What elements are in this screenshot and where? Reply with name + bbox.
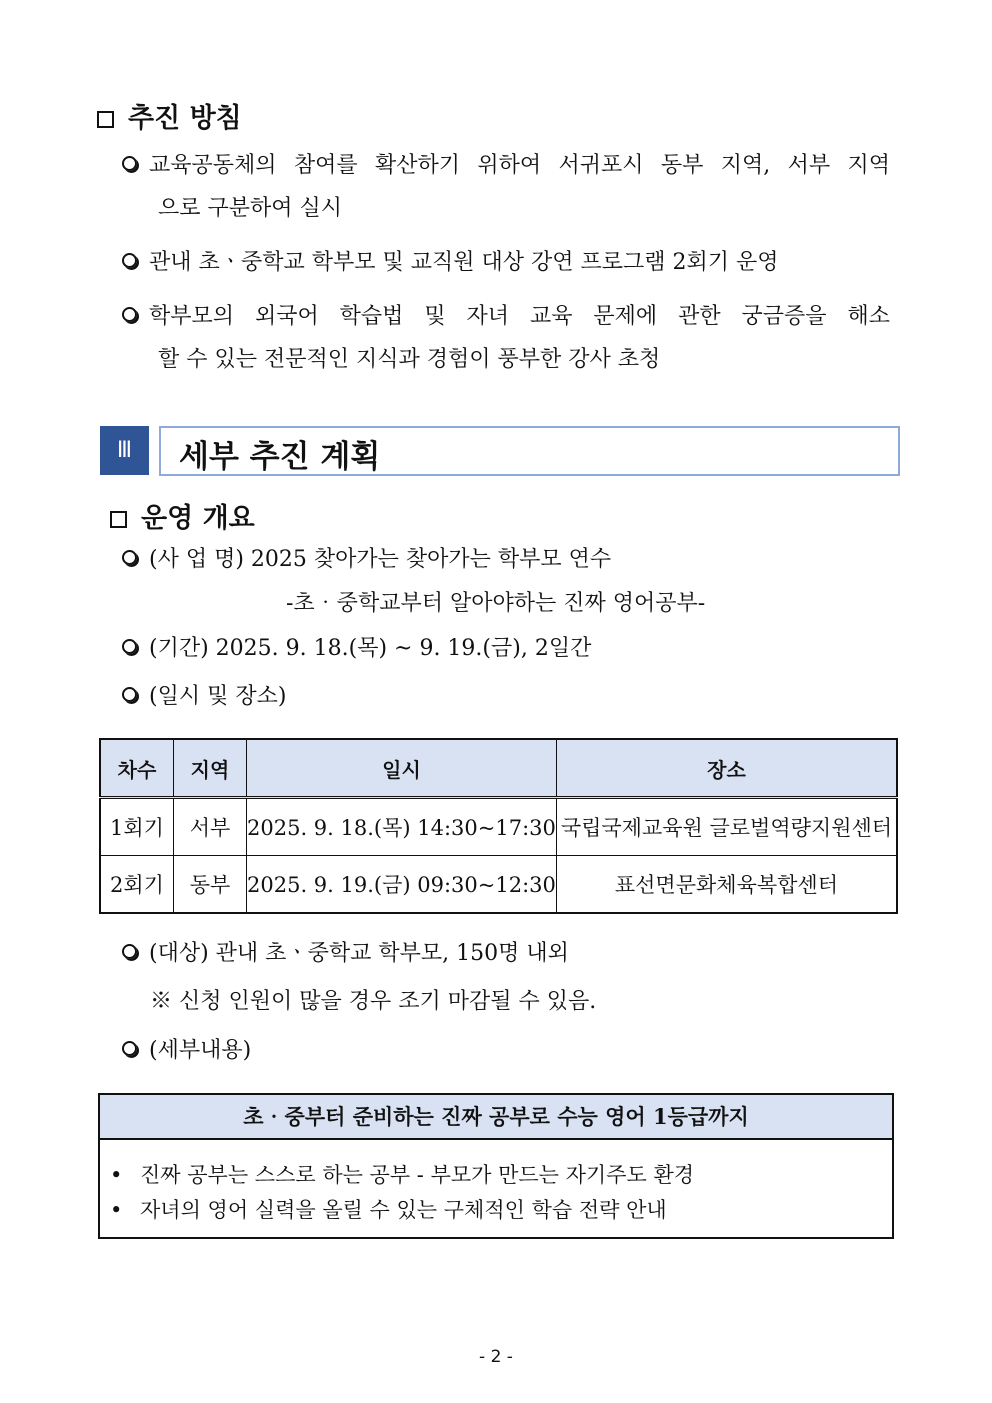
cell-venue: 표선면문화체육복합센터 (556, 856, 897, 914)
section-heading-overview: 운영 개요 (110, 496, 255, 535)
schedule-label: (일시 및 장소) (122, 675, 286, 719)
project-name-line: (사 업 명) 2025 찾아가는 찾아가는 학부모 연수 (122, 538, 611, 582)
cell-region: 서부 (174, 798, 247, 856)
circle-bullet-icon (122, 944, 137, 959)
policy-item-3: 학부모의 외국어 학습법 및 자녀 교육 문제에 관한 궁금증을 해소 (122, 295, 890, 339)
content-box-title: 초‧중부터 준비하는 진짜 공부로 수능 영어 1등급까지 (100, 1095, 892, 1140)
target-line: (대상) 관내 초ㆍ중학교 학부모, 150명 내외 (122, 932, 569, 976)
content-label: (세부내용) (122, 1029, 251, 1073)
content-box (98, 1093, 894, 1239)
circle-bullet-icon (122, 156, 137, 171)
project-subtitle: -초‧중학교부터 알아야하는 진짜 영어공부- (286, 591, 706, 616)
circle-bullet-icon (122, 687, 137, 702)
policy-item-1-cont: 으로 구분하여 실시 (158, 196, 343, 221)
bullet-dot-icon: • (110, 1198, 123, 1222)
cell-session: 1회기 (100, 798, 174, 856)
cell-datetime: 2025. 9. 18.(목) 14:30~17:30 (247, 798, 557, 856)
circle-bullet-icon (122, 307, 137, 322)
square-bullet-icon (110, 511, 127, 528)
header-datetime: 일시 (247, 739, 557, 798)
section-heading-policy: 추진 방침 (97, 96, 242, 135)
bullet-dot-icon: • (110, 1163, 123, 1187)
cell-session: 2회기 (100, 856, 174, 914)
period-line: (기간) 2025. 9. 18.(목) ~ 9. 19.(금), 2일간 (122, 627, 591, 671)
list-item: • 자녀의 영어 실력을 올릴 수 있는 구체적인 학습 전략 안내 (110, 1198, 667, 1222)
policy-item-3-cont: 할 수 있는 전문적인 지식과 경험이 풍부한 강사 초청 (158, 347, 661, 372)
circle-bullet-icon (122, 253, 137, 268)
header-session: 차수 (100, 739, 174, 798)
list-item: • 진짜 공부는 스스로 하는 공부 - 부모가 만드는 자기주도 환경 (110, 1163, 695, 1187)
header-region: 지역 (174, 739, 247, 798)
circle-bullet-icon (122, 1041, 137, 1056)
schedule-table (99, 738, 898, 914)
table-row (100, 856, 897, 914)
target-note: ※ 신청 인원이 많을 경우 조기 마감될 수 있음. (150, 989, 597, 1014)
square-bullet-icon (97, 111, 114, 128)
circle-bullet-icon (122, 639, 137, 654)
chapter-title-box (159, 426, 900, 476)
header-venue: 장소 (556, 739, 897, 798)
table-row (100, 798, 897, 856)
chapter-title: 세부 추진 계획 (179, 439, 381, 475)
cell-region: 동부 (174, 856, 247, 914)
circle-bullet-icon (122, 550, 137, 565)
table-header-row (100, 739, 897, 798)
chapter-numeral: Ⅲ (100, 426, 149, 475)
policy-item-1: 교육공동체의 참여를 확산하기 위하여 서귀포시 동부 지역, 서부 지역 (122, 144, 890, 188)
page-number: - 2 - (479, 1347, 513, 1367)
cell-venue: 국립국제교육원 글로벌역량지원센터 (556, 798, 897, 856)
policy-item-2: 관내 초ㆍ중학교 학부모 및 교직원 대상 강연 프로그램 2회기 운영 (122, 241, 779, 285)
cell-datetime: 2025. 9. 19.(금) 09:30~12:30 (247, 856, 557, 914)
